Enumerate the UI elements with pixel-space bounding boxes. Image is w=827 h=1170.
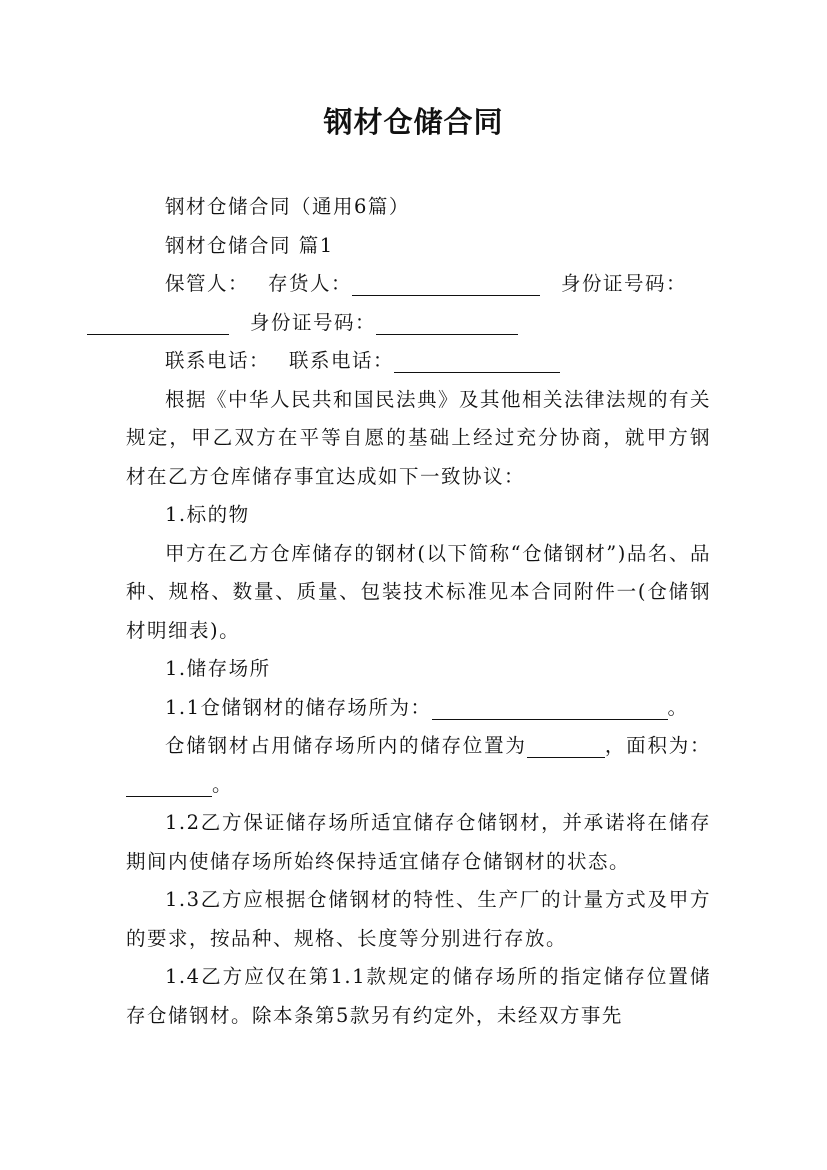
depositor-blank [352,269,540,296]
area-label: ，面积为： [604,734,711,757]
document-body [126,188,711,1035]
section-text-subject: 甲方在乙方仓库储存的钢材(以下简称“仓储钢材”)品名、品种、规格、数量、质量、包装技术标准见本合同附件一(仓储钢材明细表)。 [126,541,711,642]
section-heading-storage-place: 1.储存场所 [165,657,271,680]
contact-label: 联系电话： 联系电话： [165,349,394,372]
clause-1-2: 1.2乙方保证储存场所适宜储存仓储钢材，并承诺将在储存期间内使储存场所始终保持适宜储存仓储钢材的状态。 [126,811,711,873]
storage-position [126,727,711,804]
contact-blank [394,346,560,373]
id-number-label-2: 身份证号码： [229,310,377,334]
clause-1-1 [126,689,711,728]
id-number-blank [87,308,229,335]
clause-1-3: 1.3乙方应根据仓储钢材的特性、生产厂的计量方式及甲方的要求，按品种、规格、长度等分别进行存放。 [126,888,711,950]
storage-place-blank [432,693,668,720]
clause-1-1-text: 1.1仓储钢材的储存场所为： [165,695,432,719]
document-title: 钢材仓储合同 [323,105,504,139]
clause-1-4: 1.4乙方应仅在第1.1款规定的储存场所的指定储存位置储存仓储钢材。除本条第5款另有约定外，未经双方事先 [126,965,711,1027]
clause-1-1-end: 。 [667,695,689,719]
storage-position-blank [527,731,605,758]
area-end: 。 [212,772,234,796]
party-label-custodian-depositor: 保管人： 存货人： [165,272,352,295]
section-heading-subject: 1.标的物 [165,503,250,526]
intro-paragraph: 根据《中华人民共和国民法典》及其他相关法律法规的有关规定，甲乙双方在平等自愿的基础上经过充分协商，就甲方钢材在乙方仓库储存事宜达成如下一致协议： [126,387,712,488]
area-blank [126,770,212,797]
id-number-blank-2 [376,308,518,335]
part-heading: 钢材仓储合同 篇1 [165,233,334,257]
id-number-label: 身份证号码： [539,272,687,295]
party-info [126,265,711,342]
storage-position-text: 仓储钢材占用储存场所内的储存位置为 [165,734,527,757]
subtitle: 钢材仓储合同（通用6篇） [165,195,410,218]
contact-line [126,342,711,381]
